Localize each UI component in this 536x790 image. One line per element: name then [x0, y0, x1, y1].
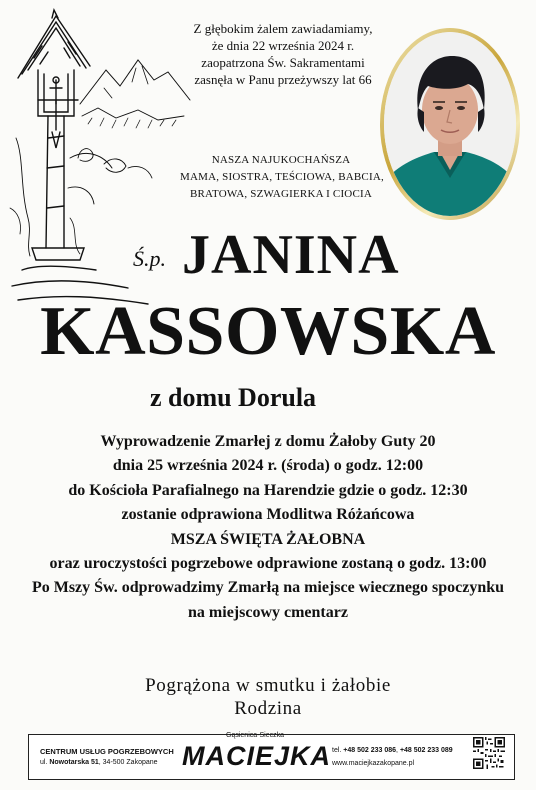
portrait-frame: [380, 28, 520, 220]
details-line: MSZA ŚWIĘTA ŻAŁOBNA: [170, 530, 366, 548]
details-line: oraz uroczystości pogrzebowe odprawione zostaną o godz. 13:00: [49, 555, 487, 573]
address-street: Nowotarska 51: [49, 759, 99, 766]
logo-subtitle: Gąsienica-Sieczka: [226, 732, 284, 739]
qr-code-icon[interactable]: [473, 737, 505, 769]
intro-line-2: że dnia 22 września 2024 r.: [211, 38, 355, 53]
phone-prefix: tel.: [332, 747, 344, 754]
company-address: [40, 757, 178, 768]
phone-1: +48 502 233 086: [343, 747, 397, 754]
intro-line-4: zasnęła w Panu przeżywszy lat 66: [194, 72, 372, 87]
closing-line-1: Pogrążona w smutku i żałobie: [145, 675, 391, 696]
details-line: dnia 25 września 2024 r. (środa) o godz. 12:00: [112, 457, 424, 475]
funeral-details: [0, 430, 536, 625]
details-line: zostanie odprawiona Modlitwa Różańcowa: [121, 506, 415, 524]
phone-2: +48 502 233 089: [399, 747, 453, 754]
website[interactable]: www.maciejkazakopane.pl: [332, 760, 415, 767]
maiden-name: z domu Dorula: [149, 383, 317, 412]
family-line-2: MAMA, SIOSTRA, TEŚCIOWA, BABCIA,: [180, 171, 384, 183]
announcement-intro: [188, 20, 378, 88]
family-line-3: BRATOWA, SZWAGIERKA I CIOCIA: [189, 188, 372, 200]
first-name: JANINA: [182, 224, 400, 286]
phone-separator: ,: [396, 747, 400, 754]
intro-line-3: zaopatrzona Św. Sakramentami: [201, 55, 365, 70]
details-line: na miejscowy cmentarz: [188, 603, 348, 621]
portrait-photo: [384, 32, 516, 216]
closing-line-2: Rodzina: [234, 698, 302, 719]
address-prefix: ul.: [40, 759, 50, 766]
details-line: Wyprowadzenie Zmarłej z domu Żałoby Guty 20: [100, 433, 436, 450]
details-line: do Kościoła Parafialnego na Harendzie gdzie o godz. 12:30: [68, 481, 468, 499]
footer-company-info: [40, 746, 178, 768]
company-name: CENTRUM USŁUG POGRZEBOWYCH: [40, 747, 174, 756]
name-prefix: Ś.p.: [133, 246, 166, 271]
footer-contact: [332, 744, 464, 770]
phone-numbers: [332, 744, 464, 757]
closing-note: [0, 674, 536, 720]
intro-line-1: Z głębokim żalem zawiadamiamy,: [193, 21, 373, 36]
family-line-1: NASZA NAJUKOCHAŃSZA: [211, 154, 351, 166]
last-name: KASSOWSKA: [40, 293, 496, 370]
family-relations: [180, 152, 382, 203]
details-line: Po Mszy Św. odprowadzimy Zmarłą na miejsce wiecznego spoczynku: [31, 579, 505, 597]
company-logo: MACIEJKA: [182, 741, 332, 771]
address-city: , 34-500 Zakopane: [98, 759, 158, 766]
